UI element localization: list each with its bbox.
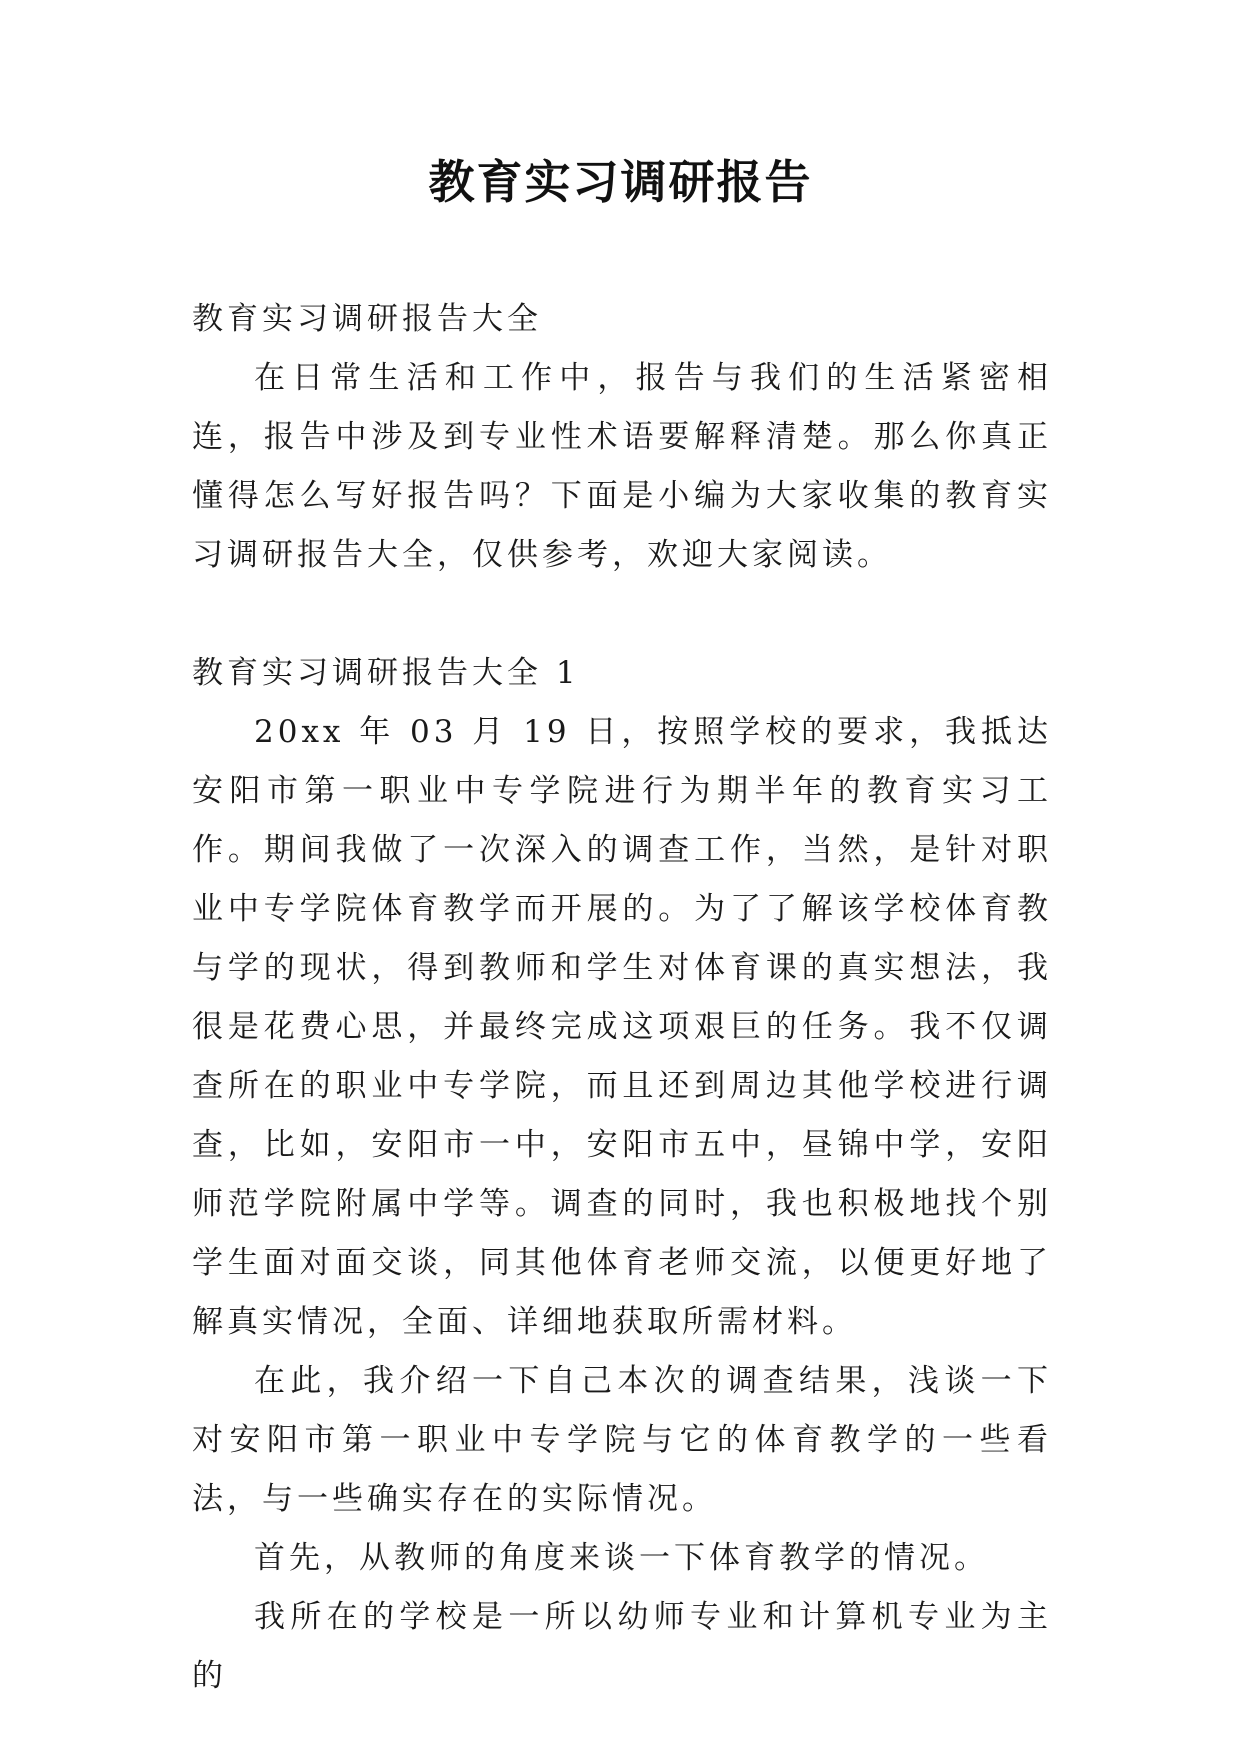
document-title: 教育实习调研报告: [428, 155, 813, 209]
document-heading: 教育实习调研报告大全: [192, 301, 542, 337]
body-paragraph: 在此，我介绍一下自己本次的调查结果，浅谈一下对安阳市第一职业中专学院与它的体育教学的一些看法，与一些确实存在的实际情况。: [192, 1363, 1052, 1517]
body-paragraph: 首先，从教师的角度来谈一下体育教学的情况。: [254, 1540, 989, 1576]
body-paragraph: 20xx 年 03 月 19 日，按照学校的要求，我抵达安阳市第一职业中专学院进行为期半年的教育实习工作。期间我做了一次深入的调查工作，当然，是针对职业中专学院体育教学而开展的。为了了解该学校体育教与学的现状，得到教师和学生对体育课的真实想法，我很是花费心思，并最终完成这项艰巨的任务。我不仅调查所在的职业中专学院，而且还到周边其他学校进行调查，比如，安阳市一中，安阳市五中，昼锦中学，安阳师范学院附属中学等。调查的同时，我也积极地找个别学生面对面交谈，同其他体育老师交流，以便更好地了解真实情况，全面、详细地获取所需材料。: [192, 714, 1052, 1340]
spacer: [192, 585, 1052, 644]
intro-paragraph: 在日常生活和工作中，报告与我们的生活紧密相连，报告中涉及到专业性术语要解释清楚。那么你真正懂得怎么写好报告吗？下面是小编为大家收集的教育实习调研报告大全，仅供参考，欢迎大家阅读。: [192, 360, 1052, 573]
document-body: [192, 290, 1052, 1706]
section-heading: 教育实习调研报告大全 1: [192, 655, 580, 691]
body-paragraph: 我所在的学校是一所以幼师专业和计算机专业为主的: [192, 1599, 1052, 1694]
